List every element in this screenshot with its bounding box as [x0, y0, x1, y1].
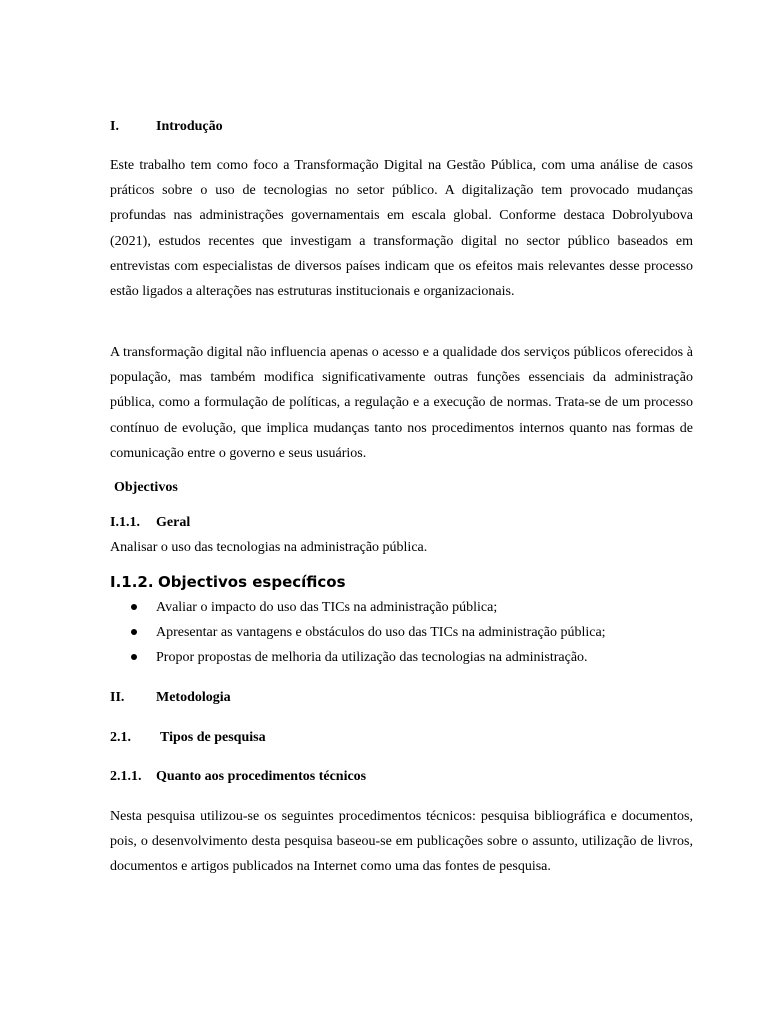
heading-number: II.	[110, 690, 125, 705]
heading-title: Quanto aos procedimentos técnicos	[156, 769, 367, 784]
heading-number: 2.1.1.	[110, 769, 142, 784]
technical-paragraph-1: Nesta pesquisa utilizou-se os seguintes procedimentos técnicos: pesquisa bibliográfica e documentos, pois, o desenvolvimento desta pesquisa baseou-se em publicações sobre o assunto, utilização de livros, documentos e artigos publicados na Internet como uma das fontes de pesquisa.	[110, 809, 693, 875]
heading-title: Objectivos específicos	[158, 573, 346, 591]
heading-number: I.	[110, 119, 119, 134]
heading-number: I.1.1.	[110, 515, 140, 530]
heading-metodologia	[110, 690, 231, 706]
list-item	[110, 623, 606, 648]
heading-title: Objectivos	[114, 480, 178, 495]
heading-objectivos-especificos	[110, 573, 346, 591]
heading-title: Tipos de pesquisa	[160, 730, 266, 745]
bullet-icon	[131, 604, 137, 610]
heading-geral	[110, 515, 191, 531]
heading-number: 2.1.	[110, 730, 131, 745]
list-item	[110, 598, 606, 623]
general-objective-text: Analisar o uso das tecnologias na administração pública.	[110, 540, 428, 555]
intro-paragraph-2: A transformação digital não influencia apenas o acesso e a qualidade dos serviços públicos oferecidos à população, mas também modifica significativamente outras funções essenciais da administração pública, como a formulação de políticas, a regulação e a execução de normas. Trata-se de um processo contínuo de evolução, que implica mudanças tanto nos procedimentos internos quanto nas formas de comunicação entre o governo e seus usuários.	[110, 345, 693, 461]
heading-number: I.1.2.	[110, 573, 154, 591]
specific-objectives-list	[110, 598, 606, 673]
bullet-icon	[131, 654, 137, 660]
list-item	[110, 648, 606, 673]
heading-title: Metodologia	[156, 690, 231, 705]
bullet-icon	[131, 629, 137, 635]
heading-title: Geral	[156, 515, 191, 530]
list-item-text: Avaliar o impacto do uso das TICs na administração pública;	[156, 600, 498, 615]
heading-procedimentos-tecnicos	[110, 769, 367, 785]
list-item-text: Apresentar as vantagens e obstáculos do uso das TICs na administração pública;	[156, 625, 606, 640]
list-item-text: Propor propostas de melhoria da utilização das tecnologias na administração.	[156, 650, 588, 665]
intro-paragraph-1: Este trabalho tem como foco a Transformação Digital na Gestão Pública, com uma análise de casos práticos sobre o uso de tecnologias no setor público. A digitalização tem provocado mudanças profundas nas administrações governamentais em escala global. Conforme destaca Dobrolyubova (2021), estudos recentes que investigam a transformação digital no sector público baseados em entrevistas com especialistas de diversos países indicam que os efeitos mais relevantes desse processo estão ligados a alterações nas estruturas institucionais e organizacionais.	[110, 158, 693, 300]
heading-objectivos	[114, 480, 178, 496]
heading-tipos-de-pesquisa	[110, 730, 266, 746]
heading-title: Introdução	[156, 119, 223, 134]
heading-introducao	[110, 119, 223, 135]
